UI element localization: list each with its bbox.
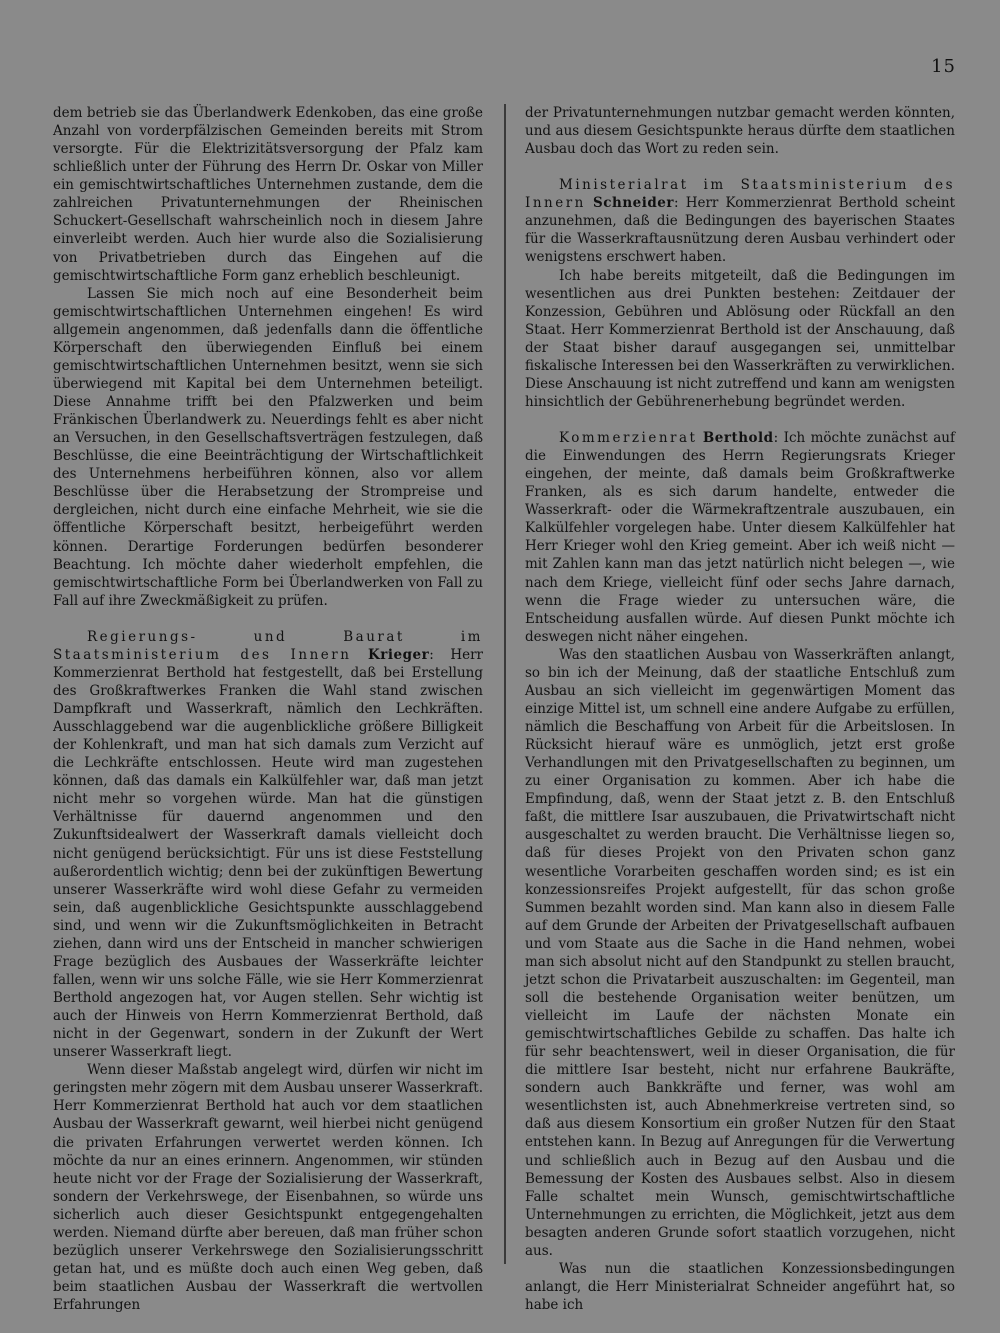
- speech-text: : Herr Kommerzienrat Berthold hat festgestellt, daß bei Erstellung des Großkraftwerkes Franken die Wahl stand zwischen Dampfkraft und Wasserkraft, nämlich den Lechkräften. Ausschlaggebend war die augenblickliche größere Billigkeit der Kohlenkraft, und man hat sich damals zum Verzicht auf die Lechkräfte entschlossen. Heute wird man zugestehen können, daß das damals ein Kalkülfehler war, daß man jetzt nicht mehr so vorgehen würde. Man hat die günstigen Verhältnisse für dauernd angenommen und den Zukunftsidealwert der Wasserkraft damals vielleicht doch nicht genügend berücksichtigt. Für uns ist diese Feststellung außerordentlich wichtig; denn bei der zukünftigen Bewertung unserer Wasserkräfte wird wohl diese Gefahr zu vermeiden sein, daß augenblickliche Gesichtspunkte ausschlaggebend sind, und wenn wir die Zukunftsmöglichkeiten in Betracht ziehen, dann wird uns der Entscheid in mancher schwierigen Frage bezüglich des Ausbaues der Wasserkräfte leichter fallen, wenn wir uns solche Fälle, wie sie Herr Kommerzienrat Berthold angezogen hat, vor Augen stellen. Sehr wichtig ist auch der Hinweis von Herrn Kommerzienrat Berthold, daß nicht in der Gegenwart, sondern in der Zukunft der Wert unserer Wasserkraft liegt.: [53, 646, 484, 1061]
- paragraph: Was nun die staatlichen Konzessionsbedingungen anlangt, die Herr Ministerialrat Schneider angeführt hat, so habe ich: [525, 1260, 955, 1313]
- right-column: [525, 104, 955, 1314]
- left-column: [53, 104, 483, 1314]
- paragraph: Lassen Sie mich noch auf eine Besonderheit beim gemischtwirtschaftlichen Unternehmen eingehen! Es wird allgemein angenommen, daß jedenfalls dann die öffentliche Körperschaft den überwiegenden Einfluß bei einem gemischtwirtschaftlichen Unternehmen besitzt, wenn sie sich überwiegend mit Kapital bei dem Unternehmen beteiligt. Diese Annahme trifft bei den Pfalzwerken und beim Fränkischen Überlandwerk zu. Neuerdings fehlt es aber nicht an Versuchen, in den Gesellschaftsverträgen festzulegen, daß Beschlüsse, die eine Beeinträchtigung der Wirtschaftlichkeit des Unternehmens herbeiführen können, also vor allem Beschlüsse über die Herabsetzung der Strompreise und dergleichen, nicht durch eine einfache Mehrheit, wie sie die öffentliche Körperschaft besitzt, herbeigeführt werden können. Derartige Forderungen bedürfen besonderer Beachtung. Ich möchte daher wiederholt empfehlen, die gemischtwirtschaftliche Form bei Überlandwerken von Fall zu Fall auf ihre Zweckmäßigkeit zu prüfen.: [53, 285, 483, 609]
- speech-paragraph: [53, 628, 483, 1062]
- paragraph: Wenn dieser Maßstab angelegt wird, dürfen wir nicht im geringsten mehr zögern mit dem Ausbau unserer Wasserkraft. Herr Kommerzienrat Berthold hat auch vor dem staatlichen Ausbau der Wasserkraft gewarnt, weil hierbei nicht genügend die privaten Erfahrungen verwertet werden können. Ich möchte da nur an eines erinnern. Angenommen, wir stünden heute nicht vor der Frage der Sozialisierung der Wasserkraft, sondern der Verkehrswege, der Eisenbahnen, so würde uns sicherlich auch dieser Gesichtspunkt entgegengehalten werden. Niemand dürfte aber bereuen, daß man früher schon bezüglich unserer Verkehrswege den Sozialisierungsschritt getan hat, und es müßte doch auch einen Weg geben, daß beim staatlichen Ausbau der Wasserkraft die wertvollen Erfahrungen: [53, 1062, 483, 1314]
- speaker-title: Regierungs- und Baurat im Staatsministerium des Innern: [53, 628, 483, 663]
- speech-paragraph: [525, 176, 955, 266]
- paragraph: der Privatunternehmungen nutzbar gemacht werden könnten, und aus diesem Gesichtspunkte heraus dürfte dem staatlichen Ausbau doch das Wort zu reden sein.: [525, 105, 955, 158]
- speech-text: : Ich möchte zunächst auf die Einwendungen des Herrn Regierungsrats Krieger eingehen, der meinte, daß damals beim Großkraftwerke Franken, als es sich darum handelte, entweder die Wasserkraft- oder die Wärmekraftzentrale auszubauen, ein Kalkülfehler vorgelegen habe. Unter diesem Kalkülfehler hat Herr Krieger wohl den Krieg gemeint. Aber ich weiß nicht — mit Zahlen kann man das jetzt natürlich nicht belegen —, wie nach dem Kriege, vielleicht fünf oder sechs Jahre darnach, wenn die Frage wieder zu untersuchen wäre, die Entscheidung ausfallen würde. Auf diesen Punkt möchte ich deswegen nicht näher eingehen.: [525, 430, 955, 645]
- speaker-name: Krieger: [368, 646, 430, 663]
- speaker-name: Schneider: [593, 195, 674, 212]
- speaker-title: Kommerzienrat: [559, 430, 698, 446]
- paragraph: dem betrieb sie das Überlandwerk Edenkoben, das eine große Anzahl von vorderpfälzischen Gemeinden bereits mit Strom versorgte. Für die Elektrizitätsversorgung der Pfalz kam schließlich unter der Führung des Herrn Dr. Oskar von Miller ein gemischtwirtschaftliches Unternehmen zustande, dem die zahlreichen Privatunternehmungen der Rheinischen Schuckert-Gesellschaft wahrscheinlich noch in diesem Jahre einverleibt werden. Auch hier wurde also die Sozialisierung von Privatbetrieben durch das Eingehen auf die gemischtwirtschaftliche Form ganz erheblich beschleunigt.: [53, 105, 483, 284]
- speaker-title: Ministerialrat im Staatsministerium des Innern: [525, 177, 955, 212]
- page-number: 15: [931, 56, 956, 77]
- speech-paragraph: [525, 429, 955, 646]
- column-divider: [504, 104, 506, 1264]
- paragraph: Was den staatlichen Ausbau von Wasserkräften anlangt, so bin ich der Meinung, daß der staatliche Entschluß zum Ausbau an sich vielleicht im gegenwärtigen Moment das einzige Mittel ist, um schnell eine andere Aufgabe zu erfüllen, nämlich die Beschaffung von Arbeit für die Arbeitslosen. In Rücksicht hierauf wäre es unmöglich, jetzt erst große Verhandlungen mit den Privatgesellschaften zu beginnen, um zu einer Organisation zu kommen. Aber ich habe die Empfindung, daß, wenn der Staat jetzt z. B. den Entschluß faßt, die mittlere Isar auszubauen, die Privatwirtschaft nicht ausgeschaltet zu werden braucht. Die Verhältnisse liegen so, daß für dieses Projekt von den Privaten schon ganz wesentliche Vorarbeiten geschaffen worden sind; es ist ein konzessionsreifes Projekt aufgestellt, für das schon große Summen bezahlt worden sind. Man kann also in diesem Falle auf dem Grunde der Arbeiten der Privatgesellschaft aufbauen und vom Staate aus die Sache in die Hand nehmen, wobei man sich absolut nicht auf den Standpunkt zu stellen braucht, jetzt schon die Privatarbeit auszuschalten: im Gegenteil, man soll die bestehende Organisation weiter benützen, um vielleicht im Laufe der nächsten Monate ein gemischtwirtschaftliches Gebilde zu schaffen. Das halte ich für sehr beachtenswert, weil in dieser Organisation, die für die mittlere Isar besteht, nicht nur erfahrene Baukräfte, sondern auch Bankkräfte und ferner, was wohl am wesentlichsten ist, auch Abnehmerkreise vertreten sind, so daß aus diesem Konsortium ein großer Nutzen für den Staat entstehen kann. In Bezug auf Anregungen für die Verwertung und schließlich auch in Bezug auf den Ausbau und die Bemessung der Kosten des Ausbaues selbst. Also in diesem Falle schaltet mein Wunsch, gemischtwirtschaftliche Unternehmungen zu errichten, die Möglichkeit, jetzt aus dem besagten anderen Grunde sofort staatlich vorzugehen, nicht aus.: [525, 646, 955, 1259]
- paragraph: Ich habe bereits mitgeteilt, daß die Bedingungen im wesentlichen aus drei Punkten bestehen: Zeitdauer der Konzession, Gebühren und Ablösung oder Rückfall an den Staat. Herr Kommerzienrat Berthold ist der Anschauung, daß der Staat bisher darauf ausgegangen sei, unmittelbar fiskalische Interessen bei den Wasserkräften zu verwirklichen. Diese Anschauung ist nicht zutreffend und kann am wenigsten hinsichtlich der Gebührenerhebung begründet werden.: [525, 267, 955, 410]
- speaker-name: Berthold: [702, 430, 774, 446]
- speech-text: : Herr Kommerzienrat Berthold scheint anzunehmen, daß die Bedingungen des bayerischen Staates für die Wasserkraftausnützung deren Ausbau verhindert oder wenigstens erschwert haben.: [525, 195, 955, 266]
